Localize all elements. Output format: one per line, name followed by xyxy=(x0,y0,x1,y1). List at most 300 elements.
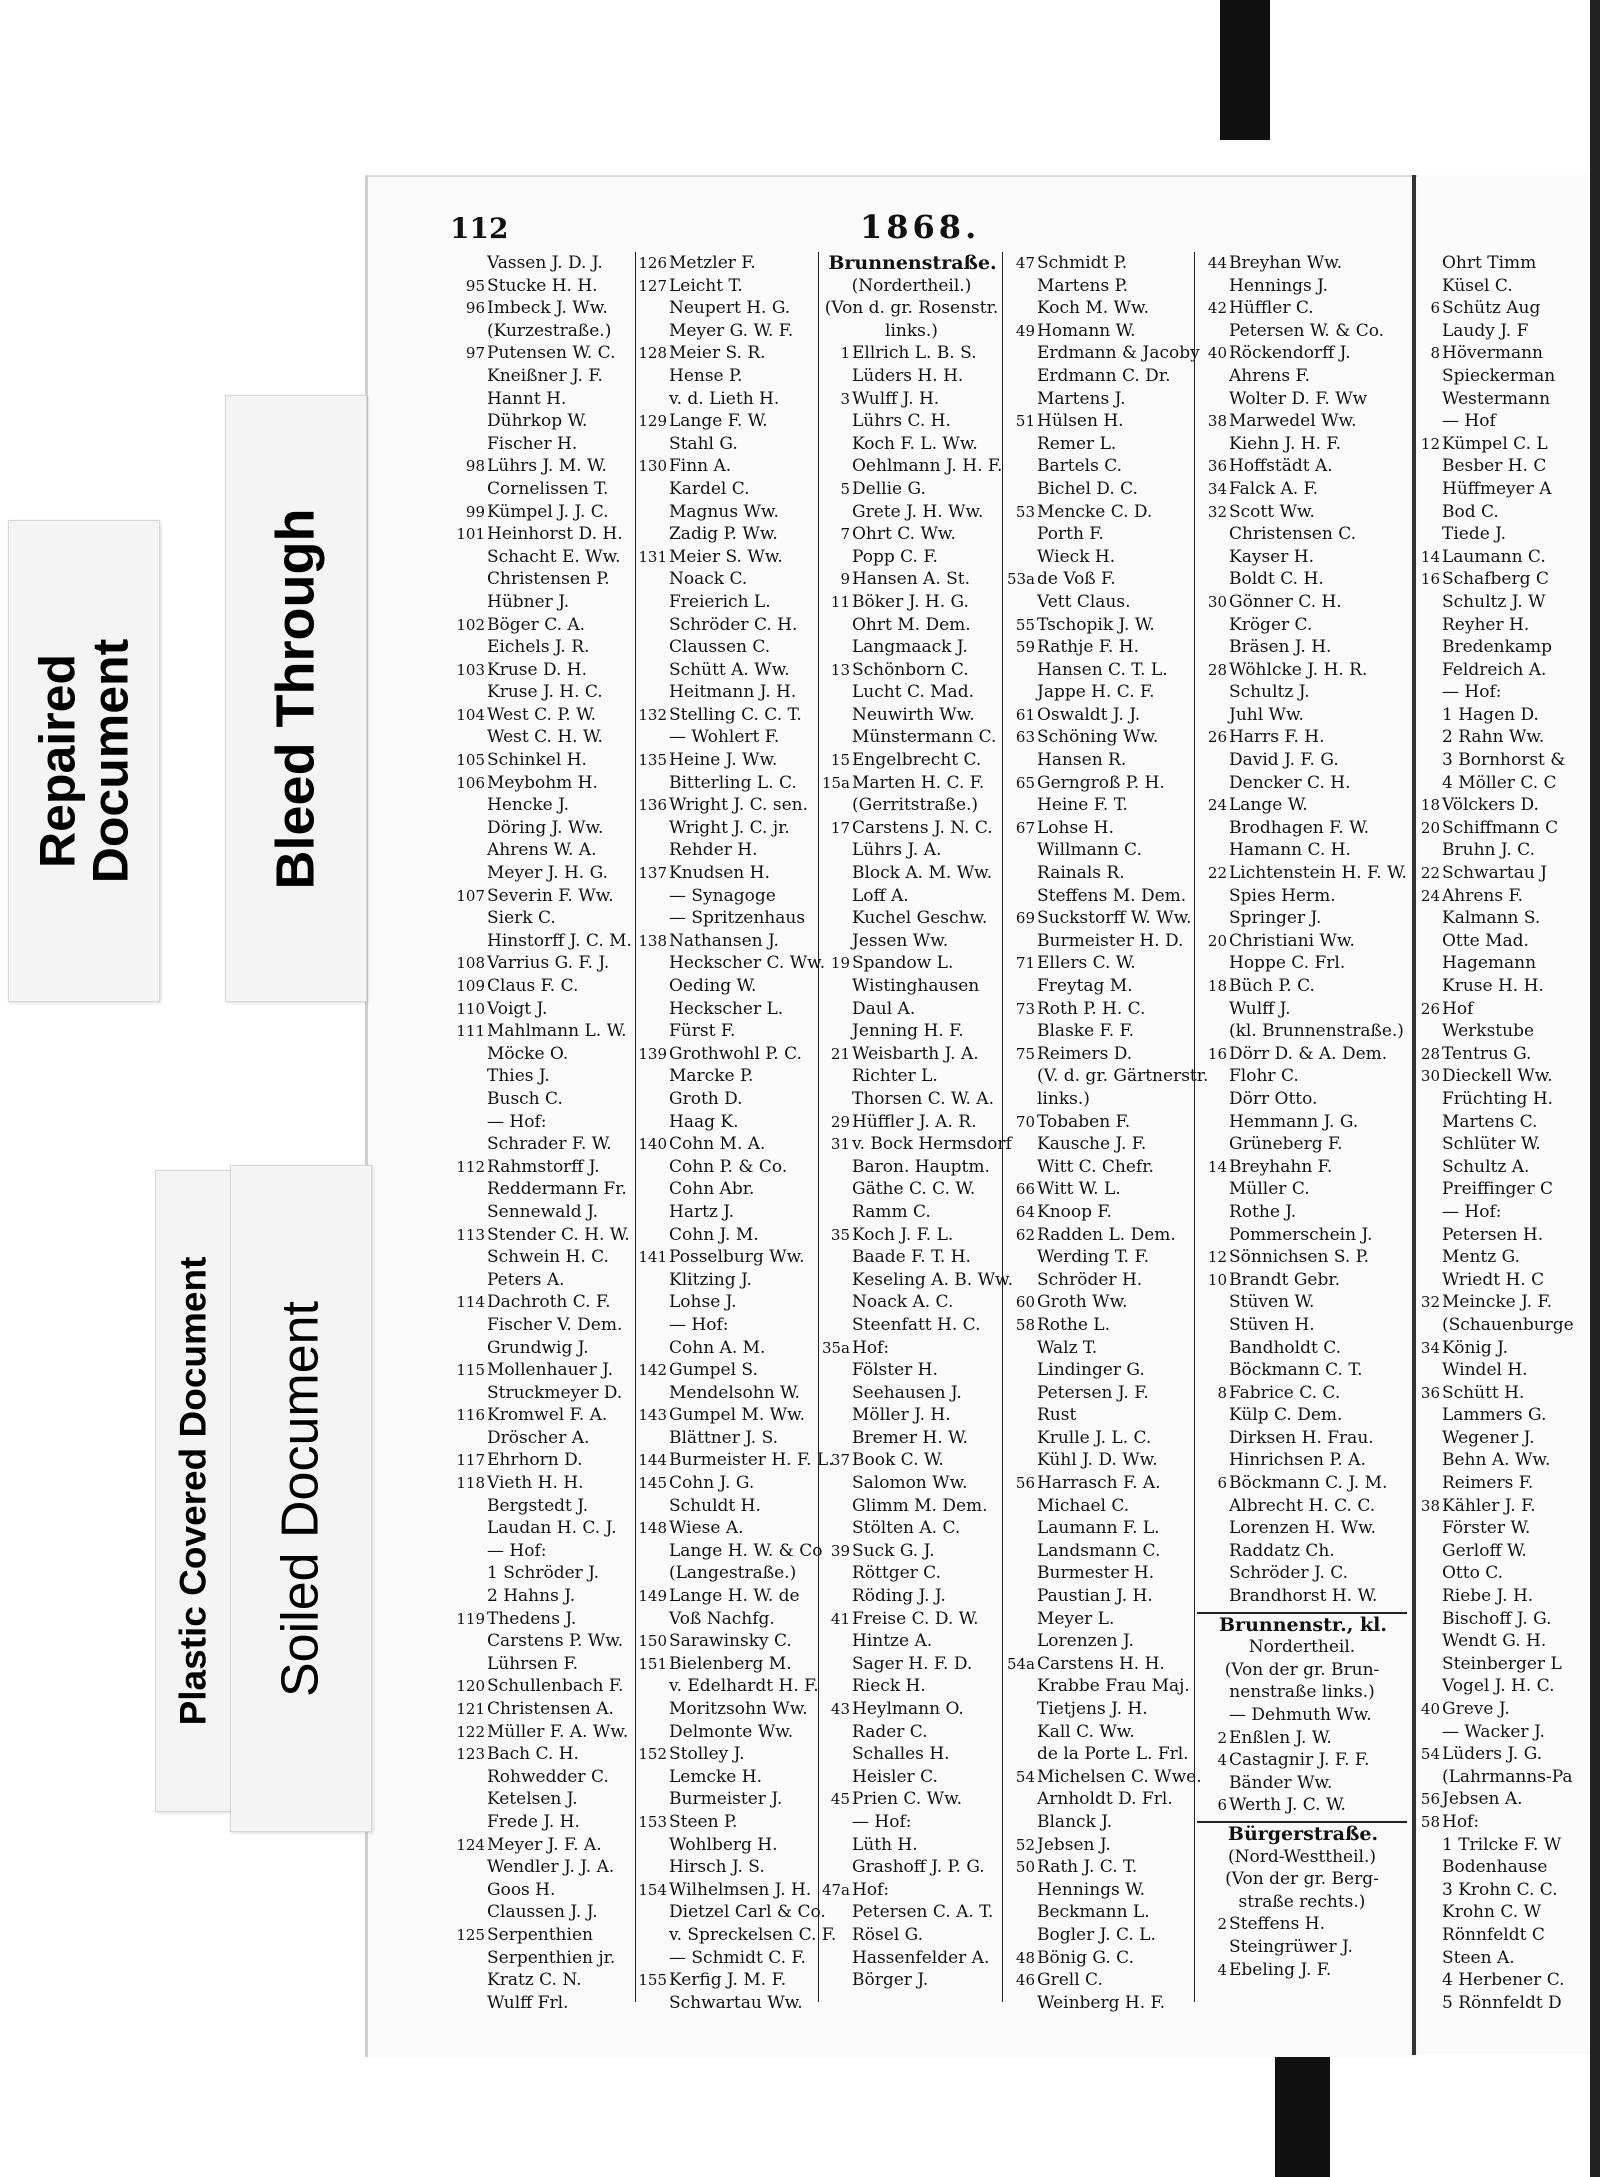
entry-text: Posselburg Ww. xyxy=(669,1247,805,1268)
sticker-repaired-document xyxy=(8,520,160,1002)
entry-text: Reimers F. xyxy=(1442,1473,1534,1494)
entry-text: Grashoff J. P. G. xyxy=(852,1857,985,1878)
entry-text: Schacht E. Ww. xyxy=(487,546,621,567)
house-number xyxy=(637,1201,667,1224)
entry-text: Schlüter W. xyxy=(1442,1134,1541,1155)
entry-text: Loff A. xyxy=(852,885,909,906)
house-number: 40 xyxy=(1207,344,1227,363)
entry-text: Rothe L. xyxy=(1037,1314,1110,1335)
entry-text: Laumann C. xyxy=(1442,546,1546,567)
entry-text: Hof xyxy=(1442,998,1474,1019)
entry-text: Jessen Ww. xyxy=(852,930,949,951)
directory-entry xyxy=(637,1495,817,1518)
house-number xyxy=(1005,1743,1035,1766)
entry-text: 3 Bornhorst & xyxy=(1442,750,1566,771)
directory-entry xyxy=(1005,1834,1195,1857)
entry-text: Christiani Ww. xyxy=(1229,930,1355,951)
directory-entry xyxy=(820,998,1003,1021)
house-number: 20 xyxy=(1207,931,1227,950)
directory-entry xyxy=(637,1675,817,1698)
entry-text: Claus F. C. xyxy=(487,976,579,996)
entry-text: Behn A. Ww. xyxy=(1442,1450,1551,1471)
directory-entry xyxy=(1197,1495,1407,1518)
house-number: 70 xyxy=(1015,1112,1035,1131)
directory-entry xyxy=(455,839,635,862)
entry-text: Hintze A. xyxy=(852,1631,933,1652)
entry-text: Ohrt M. Dem. xyxy=(852,614,971,635)
entry-text: Porth F. xyxy=(1037,524,1104,545)
directory-entry xyxy=(1197,1727,1407,1750)
entry-text: Sarawinsky C. xyxy=(669,1631,792,1652)
entry-text: v. Bock Hermsdorf xyxy=(852,1134,1012,1155)
directory-entry xyxy=(1005,681,1195,704)
entry-text: Mentz G. xyxy=(1442,1247,1520,1268)
directory-entry xyxy=(1197,839,1407,862)
house-number xyxy=(820,1924,850,1947)
entry-text: Bod C. xyxy=(1442,501,1499,522)
entry-text: Stahl G. xyxy=(669,433,738,454)
directory-entry xyxy=(1005,523,1195,546)
entry-text: Landsmann C. xyxy=(1037,1540,1161,1561)
house-number xyxy=(1197,1404,1227,1427)
directory-entry xyxy=(637,1901,826,1924)
house-number xyxy=(1005,930,1035,953)
directory-entry xyxy=(1197,388,1407,411)
entry-text: Erdmann C. Dr. xyxy=(1037,365,1171,386)
directory-entry xyxy=(455,1178,635,1201)
entry-text: Münstermann C. xyxy=(852,727,997,748)
entry-text: Steenfatt H. C. xyxy=(852,1314,981,1335)
directory-entry xyxy=(820,1969,1003,1992)
house-number xyxy=(1197,320,1227,343)
house-number xyxy=(1418,1675,1440,1698)
entry-text: Voigt J. xyxy=(487,998,548,1019)
house-number xyxy=(1418,1834,1440,1857)
directory-entry xyxy=(1005,1879,1195,1902)
directory-entry xyxy=(1197,1562,1407,1585)
directory-entry xyxy=(820,885,1003,908)
directory-entry xyxy=(820,1472,1003,1495)
house-number: 111 xyxy=(456,1022,485,1041)
entry-text: Röding J. J. xyxy=(852,1586,946,1607)
directory-entry xyxy=(820,1924,1003,1947)
entry-text: Salomon Ww. xyxy=(852,1473,968,1494)
directory-entry xyxy=(1005,1811,1195,1834)
house-number xyxy=(1418,523,1440,546)
house-number: 28 xyxy=(1420,1044,1440,1063)
house-number xyxy=(1418,749,1440,772)
house-number xyxy=(455,1969,485,1992)
directory-entry xyxy=(1197,1291,1407,1314)
entry-text: Schröder H. xyxy=(1037,1269,1143,1290)
entry-text: Schrader F. W. xyxy=(487,1134,612,1155)
entry-text: Rieck H. xyxy=(852,1676,926,1697)
directory-column-5 xyxy=(1197,252,1407,1981)
house-number xyxy=(455,591,485,614)
entry-text: (Lahrmanns-Pa xyxy=(1442,1766,1573,1787)
house-number xyxy=(455,1495,485,1518)
house-number xyxy=(820,1404,850,1427)
directory-entry xyxy=(637,1585,817,1608)
directory-entry xyxy=(1418,320,1590,343)
house-number xyxy=(820,1156,850,1179)
entry-text: Rohwedder C. xyxy=(487,1766,609,1787)
directory-entry xyxy=(1197,681,1407,704)
entry-text: Baron. Hauptm. xyxy=(852,1156,990,1177)
house-number xyxy=(1197,749,1227,772)
directory-entry xyxy=(455,1721,635,1744)
directory-entry xyxy=(1418,704,1590,727)
house-number xyxy=(1418,1224,1440,1247)
entry-text: Freytag M. xyxy=(1037,976,1133,996)
house-number xyxy=(1418,1562,1440,1585)
entry-text: Hoffstädt A. xyxy=(1229,456,1333,477)
directory-entry xyxy=(1005,342,1200,365)
house-number xyxy=(1005,885,1035,908)
entry-text: Kratz C. N. xyxy=(487,1970,582,1991)
house-number xyxy=(1418,1472,1440,1495)
entry-text: Bandholdt C. xyxy=(1229,1337,1342,1358)
entry-text: Dachroth C. F. xyxy=(487,1292,611,1313)
directory-entry xyxy=(1418,681,1590,704)
house-number: 18 xyxy=(1207,977,1227,995)
entry-text: Springer J. xyxy=(1229,908,1322,929)
directory-entry xyxy=(1005,907,1195,930)
house-number: 36 xyxy=(1207,457,1227,476)
entry-text: Westermann xyxy=(1442,388,1551,409)
directory-entry xyxy=(1197,998,1407,1021)
house-number: 1 xyxy=(840,344,850,363)
entry-text: Blättner J. S. xyxy=(669,1427,779,1448)
entry-text: Lemcke H. xyxy=(669,1766,762,1787)
entry-text: West C. H. W. xyxy=(487,727,603,748)
directory-entry xyxy=(1005,275,1195,298)
directory-entry xyxy=(1418,1111,1590,1134)
sticker-text: Bleed Through xyxy=(265,508,326,889)
entry-text: Voß Nachfg. xyxy=(669,1608,775,1629)
house-number: 37 xyxy=(830,1451,850,1470)
directory-entry xyxy=(455,636,635,659)
directory-entry xyxy=(1005,297,1195,320)
directory-entry xyxy=(455,1698,635,1721)
house-number xyxy=(455,433,485,456)
house-number: 6 xyxy=(1217,1796,1227,1815)
house-number: 19 xyxy=(830,954,850,973)
entry-text: Burmeister J. xyxy=(669,1789,783,1810)
house-number xyxy=(1005,1382,1035,1405)
house-number xyxy=(455,839,485,862)
entry-text: Bielenberg M. xyxy=(669,1653,792,1674)
directory-entry xyxy=(1005,1653,1195,1676)
house-number xyxy=(455,478,485,501)
directory-entry xyxy=(1005,1156,1195,1179)
directory-entry xyxy=(1418,433,1590,456)
directory-entry xyxy=(1418,1382,1590,1405)
entry-text: Büch P. C. xyxy=(1229,976,1315,996)
entry-text: Daul A. xyxy=(852,998,916,1019)
directory-entry xyxy=(1005,1065,1209,1088)
entry-text: Vett Claus. xyxy=(1037,591,1131,612)
directory-entry xyxy=(1418,907,1590,930)
house-number: 47 xyxy=(1015,254,1035,272)
entry-text: Serpenthien jr. xyxy=(487,1947,616,1968)
directory-entry xyxy=(820,817,1003,840)
entry-text: Witt W. L. xyxy=(1037,1179,1121,1200)
directory-entry xyxy=(637,614,817,637)
entry-text: Ellrich L. B. S. xyxy=(852,343,977,364)
entry-text: — Hof: xyxy=(1442,1201,1502,1222)
house-number: 22 xyxy=(1207,864,1227,883)
house-number xyxy=(637,1766,667,1789)
directory-entry xyxy=(1005,1337,1195,1360)
house-number xyxy=(1005,1427,1035,1450)
entry-text: v. Spreckelsen C. F. xyxy=(669,1924,837,1945)
directory-entry xyxy=(820,681,1003,704)
entry-text: Rust xyxy=(1037,1405,1077,1426)
directory-entry xyxy=(1418,1449,1590,1472)
entry-text: Schuldt H. xyxy=(669,1495,761,1516)
house-number xyxy=(637,1834,667,1857)
house-number xyxy=(637,1947,667,1970)
entry-text: Carstens P. Ww. xyxy=(487,1631,624,1652)
entry-text: 2 Hahns J. xyxy=(487,1586,576,1607)
entry-text: Mahlmann L. W. xyxy=(487,1021,627,1042)
house-number xyxy=(1005,975,1035,998)
entry-text: Carstens J. N. C. xyxy=(852,817,993,838)
entry-text: 2 Rahn Ww. xyxy=(1442,727,1545,748)
entry-text: Hoppe C. Frl. xyxy=(1229,953,1346,974)
entry-text: — Hof: xyxy=(852,1811,912,1832)
directory-entry xyxy=(820,1856,1003,1879)
directory-entry xyxy=(455,1653,635,1676)
street-note xyxy=(1197,1891,1407,1914)
directory-entry xyxy=(820,1743,1003,1766)
directory-entry xyxy=(1418,1585,1590,1608)
directory-entry xyxy=(455,1133,635,1156)
house-number xyxy=(455,546,485,569)
entry-text: Roth P. H. C. xyxy=(1037,998,1146,1019)
street-note xyxy=(1197,1636,1407,1659)
directory-entry xyxy=(1418,1291,1590,1314)
entry-text: Tschopik J. W. xyxy=(1037,614,1155,635)
house-number xyxy=(455,930,485,953)
house-number xyxy=(637,1698,667,1721)
entry-text: Meyer J. F. A. xyxy=(487,1834,602,1855)
directory-entry xyxy=(1005,433,1195,456)
right-margin-edge xyxy=(1590,0,1600,2177)
entry-text: Lüders H. H. xyxy=(852,365,964,386)
house-number xyxy=(637,1269,667,1292)
house-number: 102 xyxy=(456,615,485,634)
house-number: 6 xyxy=(1217,1474,1227,1493)
directory-entry xyxy=(637,998,817,1021)
entry-text: Werkstube xyxy=(1442,1021,1535,1042)
house-number xyxy=(820,1201,850,1224)
house-number xyxy=(455,1585,485,1608)
directory-entry xyxy=(1197,342,1407,365)
house-number: 153 xyxy=(638,1812,667,1831)
directory-entry xyxy=(1418,275,1590,298)
house-number: 40 xyxy=(1420,1700,1440,1718)
entry-text: Steen P. xyxy=(669,1811,738,1832)
house-number: 8 xyxy=(1430,344,1440,363)
entry-text: Meyer J. H. G. xyxy=(487,863,608,884)
directory-entry xyxy=(455,1834,635,1857)
house-number xyxy=(820,614,850,637)
house-number xyxy=(637,614,667,637)
entry-text: Hülsen H. xyxy=(1037,411,1124,432)
directory-entry xyxy=(637,1337,817,1360)
column-rule xyxy=(635,252,636,2002)
directory-entry xyxy=(637,749,817,772)
house-number: 8 xyxy=(1217,1383,1227,1402)
directory-entry xyxy=(820,1359,1003,1382)
directory-entry xyxy=(820,1088,1003,1111)
house-number xyxy=(1418,1721,1440,1744)
house-number xyxy=(820,1020,850,1043)
directory-entry xyxy=(637,1698,817,1721)
house-number xyxy=(820,1562,850,1585)
entry-text: Fischer H. xyxy=(487,433,578,454)
house-number: 34 xyxy=(1420,1338,1440,1357)
entry-text: Eichels J. R. xyxy=(487,637,590,658)
entry-text: Thorsen C. W. A. xyxy=(852,1088,994,1109)
house-number xyxy=(455,1133,485,1156)
entry-text: Serpenthien xyxy=(487,1924,593,1945)
directory-entry xyxy=(1005,1246,1195,1269)
directory-entry xyxy=(1197,455,1407,478)
entry-text: Krabbe Frau Maj. xyxy=(1037,1676,1190,1697)
directory-entry xyxy=(1197,252,1407,275)
directory-entry xyxy=(1197,636,1407,659)
directory-entry xyxy=(1418,1156,1590,1179)
entry-text: Spies Herm. xyxy=(1229,885,1336,906)
directory-entry xyxy=(1418,1653,1590,1676)
house-number: 109 xyxy=(456,977,485,995)
house-number xyxy=(820,1766,850,1789)
house-number xyxy=(455,681,485,704)
directory-entry xyxy=(1418,568,1590,591)
directory-entry xyxy=(455,1743,635,1766)
directory-entry xyxy=(1005,388,1195,411)
entry-text: Bönig G. C. xyxy=(1037,1947,1134,1968)
directory-entry xyxy=(1197,546,1407,569)
directory-entry xyxy=(820,1020,1003,1043)
house-number xyxy=(820,1472,850,1495)
directory-entry xyxy=(1418,1314,1590,1337)
directory-entry xyxy=(1197,365,1407,388)
directory-entry xyxy=(820,1269,1013,1292)
house-number: 71 xyxy=(1015,954,1035,973)
house-number xyxy=(1005,1156,1035,1179)
house-number: 34 xyxy=(1207,479,1227,498)
entry-text: Varrius G. F. J. xyxy=(487,953,610,974)
house-number xyxy=(1005,275,1035,298)
directory-entry xyxy=(455,455,635,478)
house-number xyxy=(455,568,485,591)
directory-entry xyxy=(1005,546,1195,569)
directory-entry xyxy=(1418,410,1590,433)
entry-text: Kröger C. xyxy=(1229,614,1313,635)
directory-entry xyxy=(820,1517,1003,1540)
directory-entry xyxy=(637,410,817,433)
directory-entry xyxy=(637,1540,823,1563)
house-number xyxy=(1005,1269,1035,1292)
entry-text: — Hof: xyxy=(487,1540,547,1561)
house-number xyxy=(1005,1065,1035,1088)
directory-entry xyxy=(637,1269,817,1292)
directory-entry xyxy=(1005,975,1195,998)
directory-entry xyxy=(455,1585,635,1608)
house-number: 54 xyxy=(1015,1767,1035,1786)
house-number xyxy=(637,1427,667,1450)
house-number xyxy=(1418,252,1440,275)
directory-entry xyxy=(820,659,1003,682)
house-number xyxy=(1197,1772,1227,1795)
directory-entry xyxy=(1418,614,1590,637)
entry-text: Book C. W. xyxy=(852,1450,944,1471)
entry-text: Bergstedt J. xyxy=(487,1495,589,1516)
house-number xyxy=(637,726,667,749)
directory-entry xyxy=(1005,794,1195,817)
directory-entry xyxy=(455,749,635,772)
house-number xyxy=(820,839,850,862)
house-number xyxy=(455,1201,485,1224)
directory-entry xyxy=(820,365,1003,388)
directory-entry xyxy=(455,1156,635,1179)
directory-entry xyxy=(820,1337,1003,1360)
house-number xyxy=(1005,1562,1035,1585)
house-number xyxy=(455,1382,485,1405)
entry-text: Meincke J. F. xyxy=(1442,1292,1552,1313)
entry-text: Kardel C. xyxy=(669,478,750,499)
directory-entry xyxy=(455,1562,635,1585)
house-number xyxy=(637,1608,667,1631)
entry-text: Hagemann xyxy=(1442,953,1537,974)
house-number xyxy=(455,410,485,433)
street-heading xyxy=(1197,1821,1407,1846)
entry-text: Finn A. xyxy=(669,456,732,477)
directory-entry xyxy=(1005,1969,1195,1992)
directory-entry xyxy=(637,1201,817,1224)
house-number xyxy=(1197,1562,1227,1585)
directory-entry xyxy=(455,1924,635,1947)
directory-entry xyxy=(455,704,635,727)
entry-text: Früchting H. xyxy=(1442,1088,1554,1109)
entry-text: Dietzel Carl & Co. xyxy=(669,1902,826,1923)
entry-text: Meier S. Ww. xyxy=(669,546,783,567)
entry-text: Hinrichsen P. A. xyxy=(1229,1450,1366,1471)
house-number xyxy=(820,1675,850,1698)
entry-text: Kerfig J. M. F. xyxy=(669,1970,787,1991)
directory-entry xyxy=(637,591,817,614)
directory-entry xyxy=(820,568,1003,591)
directory-entry xyxy=(1005,501,1195,524)
entry-text: Lührs J. A. xyxy=(852,840,942,861)
entry-text: Spandow L. xyxy=(852,953,954,974)
street-note xyxy=(1197,1659,1407,1682)
house-number xyxy=(1197,1224,1227,1247)
house-number: 131 xyxy=(638,547,667,566)
directory-entry xyxy=(820,410,1003,433)
entry-text: Martens C. xyxy=(1442,1111,1538,1132)
entry-text: Prien C. Ww. xyxy=(852,1789,963,1810)
directory-entry xyxy=(455,1675,635,1698)
house-number xyxy=(637,1156,667,1179)
entry-text: Haag K. xyxy=(669,1111,739,1132)
entry-text: Hirsch J. S. xyxy=(669,1857,765,1878)
house-number xyxy=(1197,1449,1227,1472)
